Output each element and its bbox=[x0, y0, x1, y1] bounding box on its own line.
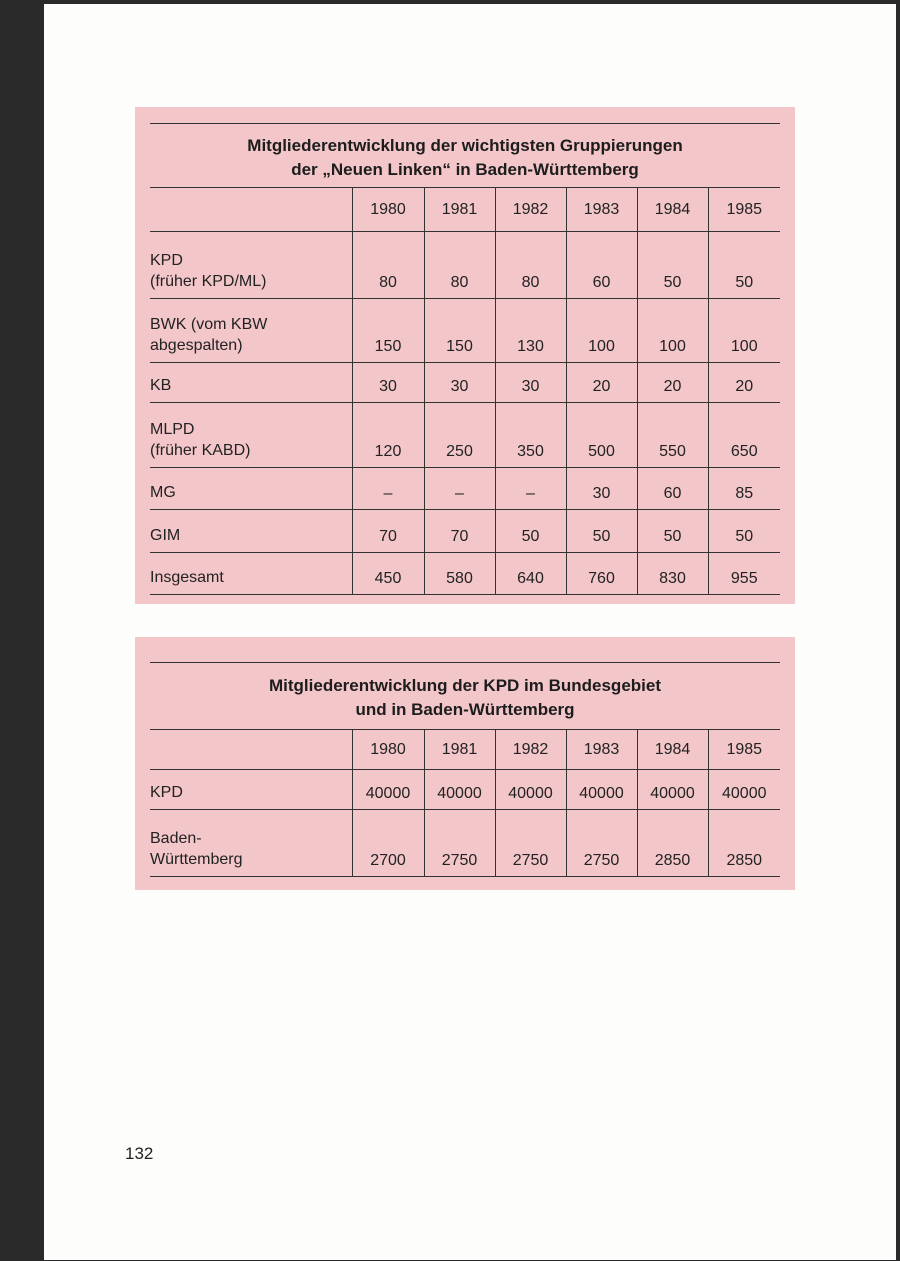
value-cell: 580 bbox=[424, 553, 495, 595]
value-cell: 60 bbox=[566, 232, 637, 299]
value-cell: – bbox=[495, 468, 566, 510]
value-cell: 50 bbox=[708, 510, 780, 553]
value-cell: 40000 bbox=[708, 770, 780, 810]
row-label-line: Baden- bbox=[150, 830, 202, 847]
title-line-1: Mitgliederentwicklung der KPD im Bundesgebiet bbox=[269, 676, 661, 695]
value-cell: 640 bbox=[495, 553, 566, 595]
value-cell: 70 bbox=[352, 510, 424, 553]
header-row bbox=[150, 730, 780, 770]
value-cell: 40000 bbox=[566, 770, 637, 810]
value-cell: 150 bbox=[352, 299, 424, 363]
total-row bbox=[150, 553, 780, 595]
year-header: 1980 bbox=[352, 730, 424, 770]
year-header: 1984 bbox=[637, 730, 708, 770]
row-label: GIM bbox=[150, 527, 181, 544]
year-header: 1983 bbox=[566, 188, 637, 232]
row-label: KPD bbox=[150, 784, 183, 801]
value-cell: 30 bbox=[424, 363, 495, 403]
row-label-line: MLPD bbox=[150, 421, 195, 438]
value-cell: 100 bbox=[708, 299, 780, 363]
title-line-1: Mitgliederentwicklung der wichtigsten Gruppierungen bbox=[247, 136, 683, 155]
value-cell: 150 bbox=[424, 299, 495, 363]
year-header: 1981 bbox=[424, 730, 495, 770]
value-cell: 50 bbox=[566, 510, 637, 553]
table-row bbox=[150, 810, 780, 877]
value-cell: 100 bbox=[637, 299, 708, 363]
value-cell: 80 bbox=[424, 232, 495, 299]
value-cell: 130 bbox=[495, 299, 566, 363]
table-row bbox=[150, 468, 780, 510]
value-cell: 2750 bbox=[424, 810, 495, 877]
year-header: 1982 bbox=[495, 730, 566, 770]
value-cell: – bbox=[424, 468, 495, 510]
value-cell: 50 bbox=[708, 232, 780, 299]
value-cell: 30 bbox=[566, 468, 637, 510]
table-row bbox=[150, 510, 780, 553]
value-cell: 550 bbox=[637, 403, 708, 468]
table-title bbox=[150, 674, 780, 722]
year-header: 1984 bbox=[637, 188, 708, 232]
value-cell: 2700 bbox=[352, 810, 424, 877]
year-header: 1981 bbox=[424, 188, 495, 232]
table-panel-kpd bbox=[135, 637, 795, 890]
table-row bbox=[150, 770, 780, 810]
row-label bbox=[150, 232, 352, 299]
value-cell: – bbox=[352, 468, 424, 510]
membership-table-kpd bbox=[150, 729, 780, 877]
year-header: 1980 bbox=[352, 188, 424, 232]
page-number: 132 bbox=[125, 1144, 154, 1163]
value-cell: 250 bbox=[424, 403, 495, 468]
row-label-line: (früher KABD) bbox=[150, 442, 251, 459]
header-empty-cell bbox=[150, 188, 352, 232]
year-header: 1982 bbox=[495, 188, 566, 232]
value-cell: 40000 bbox=[637, 770, 708, 810]
value-cell: 20 bbox=[566, 363, 637, 403]
value-cell: 50 bbox=[637, 510, 708, 553]
value-cell: 2850 bbox=[708, 810, 780, 877]
table-row bbox=[150, 232, 780, 299]
row-label-line: KPD bbox=[150, 252, 183, 269]
table-row bbox=[150, 403, 780, 468]
row-label: MG bbox=[150, 484, 176, 501]
value-cell: 80 bbox=[495, 232, 566, 299]
value-cell: 80 bbox=[352, 232, 424, 299]
value-cell: 2750 bbox=[566, 810, 637, 877]
value-cell: 100 bbox=[566, 299, 637, 363]
membership-table-neue-linke bbox=[150, 187, 780, 595]
value-cell: 85 bbox=[708, 468, 780, 510]
value-cell: 2750 bbox=[495, 810, 566, 877]
row-label: Insgesamt bbox=[150, 569, 224, 586]
header-empty-cell bbox=[150, 730, 352, 770]
value-cell: 20 bbox=[708, 363, 780, 403]
row-label-line: abgespalten) bbox=[150, 337, 243, 354]
value-cell: 70 bbox=[424, 510, 495, 553]
value-cell: 120 bbox=[352, 403, 424, 468]
value-cell: 50 bbox=[637, 232, 708, 299]
value-cell: 450 bbox=[352, 553, 424, 595]
table-panel-neue-linke bbox=[135, 107, 795, 604]
row-label bbox=[150, 299, 352, 363]
top-rule bbox=[150, 662, 780, 663]
value-cell: 30 bbox=[495, 363, 566, 403]
value-cell: 500 bbox=[566, 403, 637, 468]
value-cell: 60 bbox=[637, 468, 708, 510]
value-cell: 2850 bbox=[637, 810, 708, 877]
value-cell: 350 bbox=[495, 403, 566, 468]
row-label bbox=[150, 810, 352, 877]
table-title bbox=[150, 134, 780, 182]
title-line-2: und in Baden-Württemberg bbox=[355, 700, 575, 719]
year-header: 1983 bbox=[566, 730, 637, 770]
value-cell: 30 bbox=[352, 363, 424, 403]
value-cell: 760 bbox=[566, 553, 637, 595]
value-cell: 40000 bbox=[495, 770, 566, 810]
value-cell: 40000 bbox=[424, 770, 495, 810]
table-row bbox=[150, 363, 780, 403]
row-label-line: (früher KPD/ML) bbox=[150, 273, 267, 290]
year-header: 1985 bbox=[708, 730, 780, 770]
table-row bbox=[150, 299, 780, 363]
value-cell: 955 bbox=[708, 553, 780, 595]
row-label: KB bbox=[150, 377, 172, 394]
value-cell: 40000 bbox=[352, 770, 424, 810]
value-cell: 650 bbox=[708, 403, 780, 468]
row-label-line: Württemberg bbox=[150, 851, 243, 868]
value-cell: 50 bbox=[495, 510, 566, 553]
year-header: 1985 bbox=[708, 188, 780, 232]
value-cell: 830 bbox=[637, 553, 708, 595]
value-cell: 20 bbox=[637, 363, 708, 403]
row-label bbox=[150, 403, 352, 468]
title-line-2: der „Neuen Linken“ in Baden-Württemberg bbox=[291, 160, 639, 179]
row-label-line: BWK (vom KBW bbox=[150, 316, 268, 333]
top-rule bbox=[150, 123, 780, 124]
header-row bbox=[150, 188, 780, 232]
